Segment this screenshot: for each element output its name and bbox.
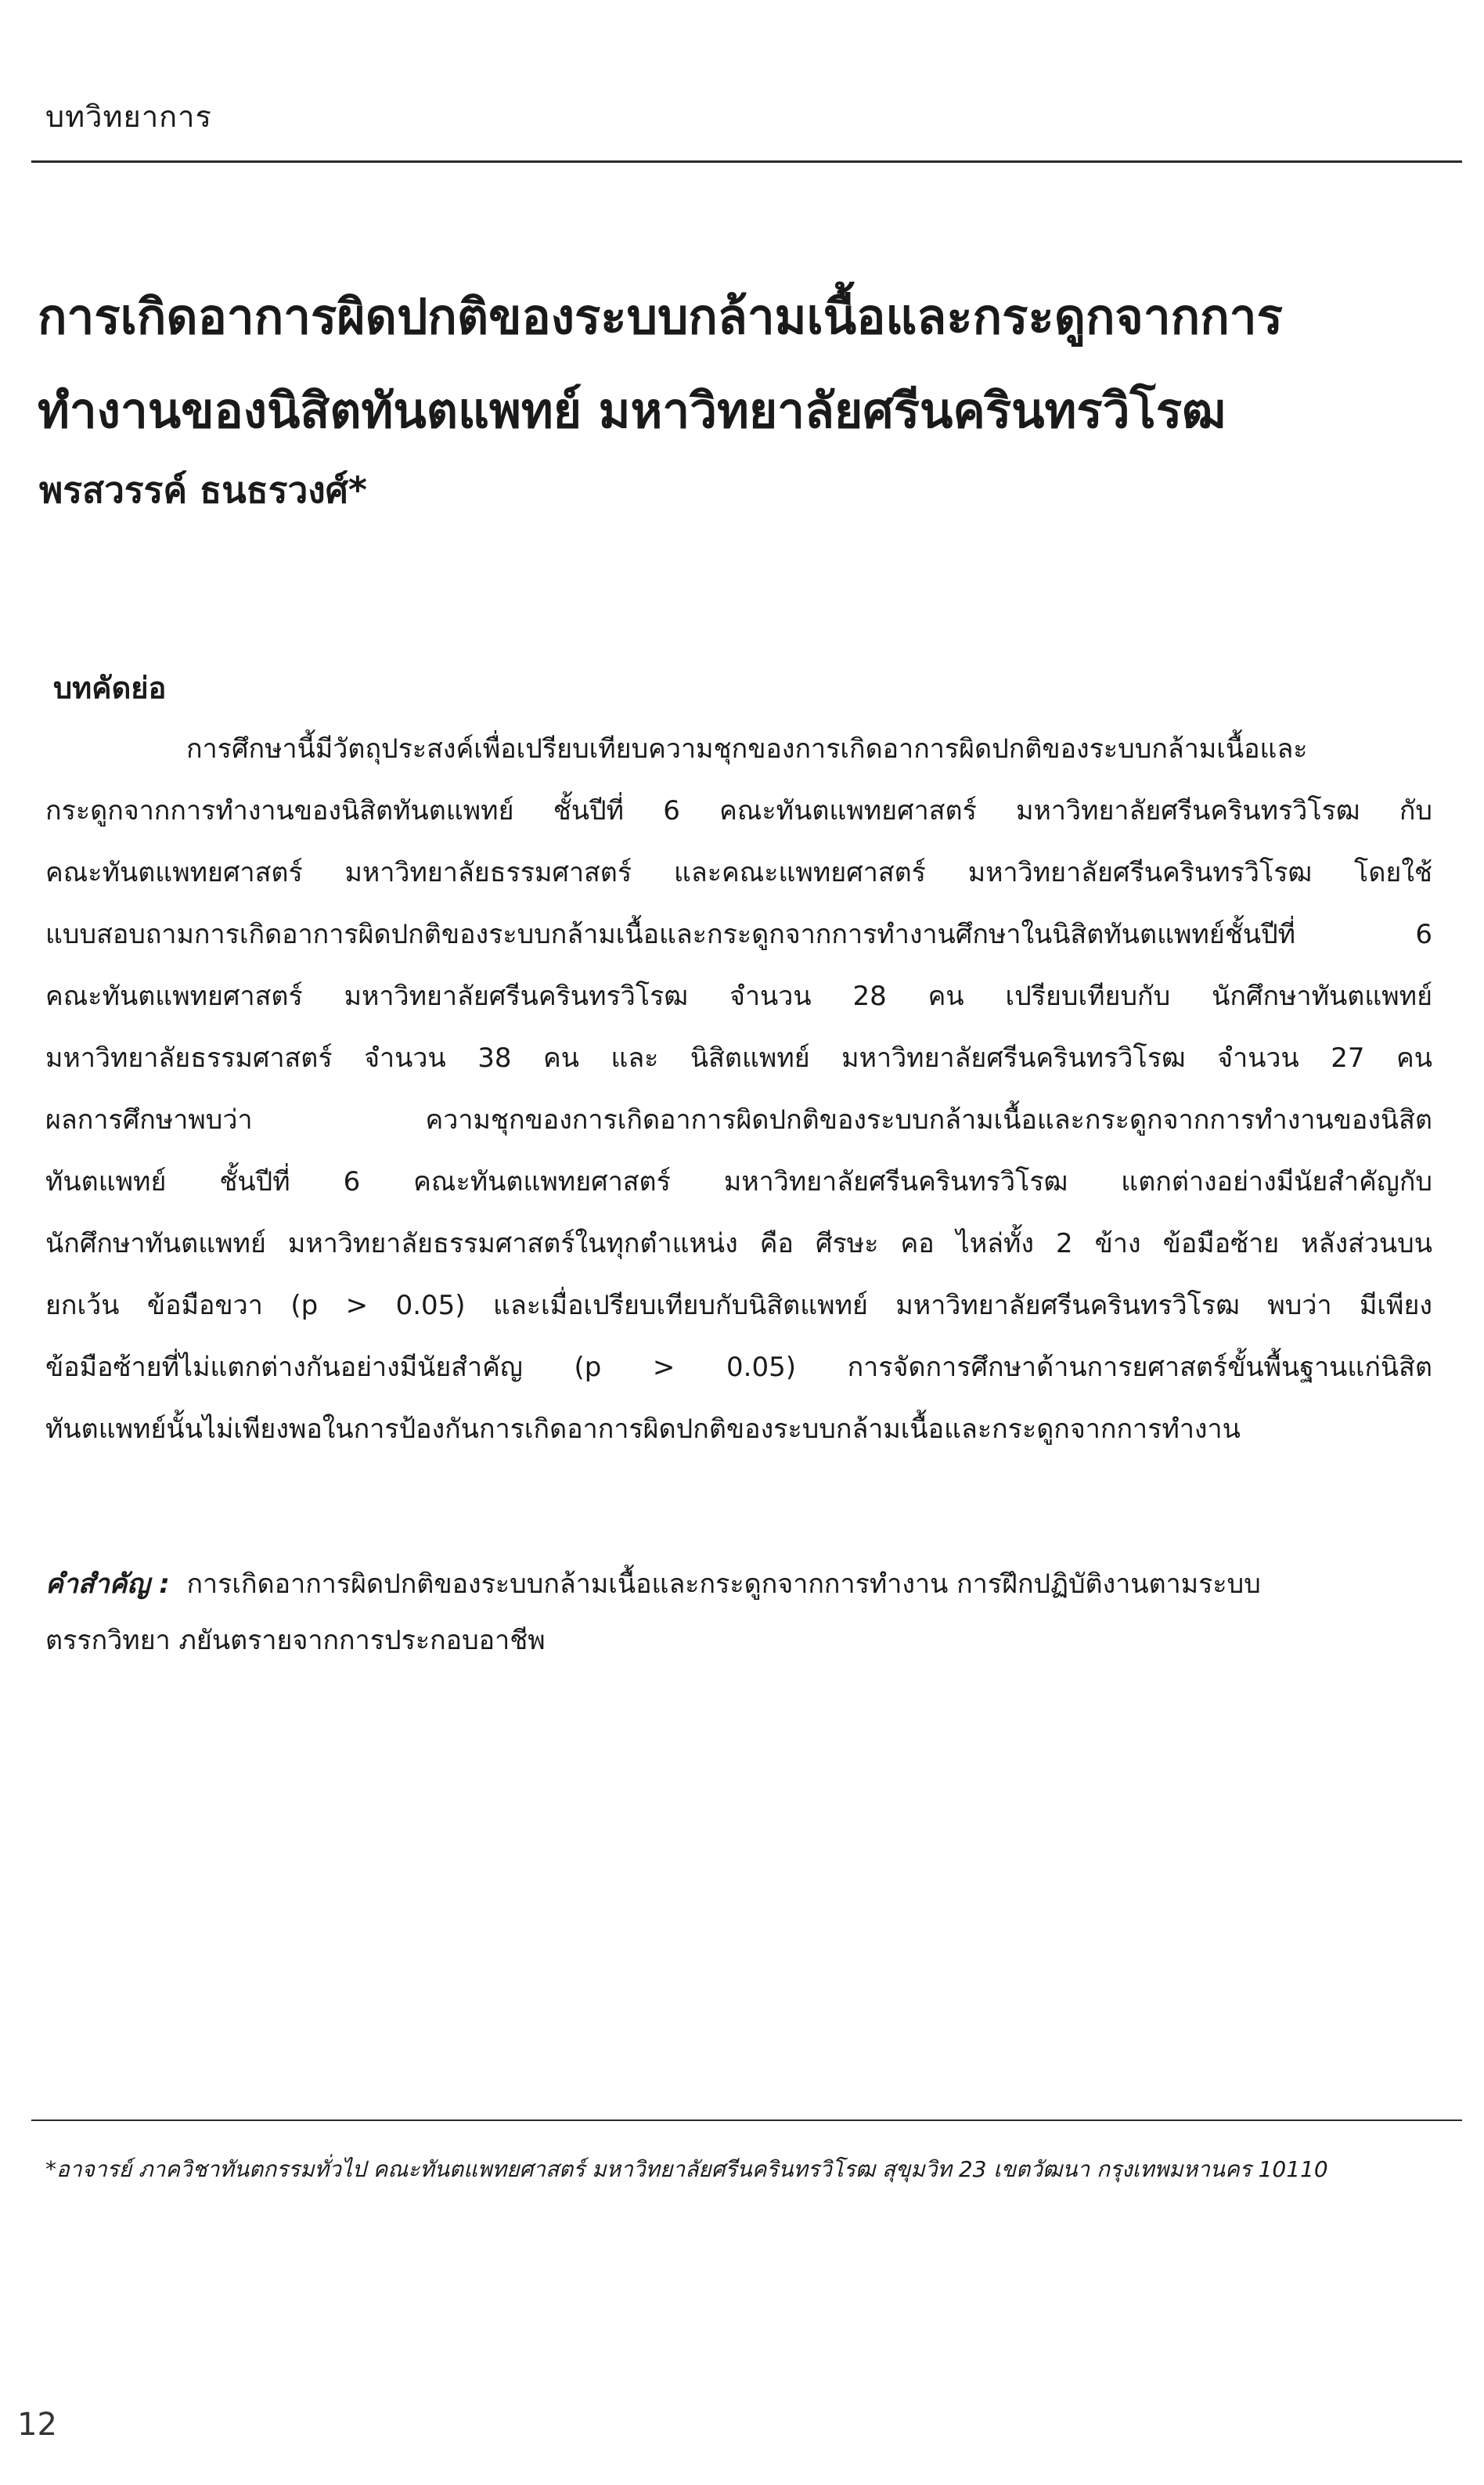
keywords-text: การเกิดอาการผิดปกติของระบบกล้ามเนื้อและกระดูกจากการทำงาน การฝึกปฏิบัติงานตามระบบ: [186, 1568, 1261, 1600]
author-name: พรสวรรค์ ธนธรวงศ์*: [39, 469, 367, 511]
abstract-line: มหาวิทยาลัยธรรมศาสตร์ จำนวน 38 คน และ นิสิตแพทย์ มหาวิทยาลัยศรีนครินทรวิโรฒ จำนวน 27 คน: [45, 1043, 1432, 1074]
keywords-line-2: ตรรกวิทยา ภยันตรายจากการประกอบอาชีพ: [45, 1625, 546, 1656]
abstract-line: แบบสอบถามการเกิดอาการผิดปกติของระบบกล้ามเนื้อและกระดูกจากการทำงานศึกษาในนิสิตทันตแพทย์ชั้นปีที่ 6: [45, 919, 1432, 950]
page-number: 12: [17, 2407, 57, 2443]
abstract-line: ทันตแพทย์นั้นไม่เพียงพอในการป้องกันการเกิดอาการผิดปกติของระบบกล้ามเนื้อและกระดูกจากการทำงาน: [45, 1414, 1241, 1445]
abstract-line: ผลการศึกษาพบว่า ความชุกของการเกิดอาการผิดปกติของระบบกล้ามเนื้อและกระดูกจากการทำงานของนิสิต: [45, 1104, 1432, 1136]
article-title-line-1: การเกิดอาการผิดปกติของระบบกล้ามเนื้อและกระดูกจากการ: [38, 288, 1283, 345]
abstract-line: คณะทันตแพทยศาสตร์ มหาวิทยาลัยธรรมศาสตร์ และคณะแพทยศาสตร์ มหาวิทยาลัยศรีนครินทรวิโรฒ โดยใช้: [45, 857, 1432, 888]
abstract-line: กระดูกจากการทำงานของนิสิตทันตแพทย์ ชั้นปีที่ 6 คณะทันตแพทยศาสตร์ มหาวิทยาลัยศรีนครินทรวิโรฒ กับ: [45, 795, 1432, 827]
abstract-line: ยกเว้น ข้อมือขวา (p > 0.05) และเมื่อเปรียบเทียบกับนิสิตแพทย์ มหาวิทยาลัยศรีนครินทรวิโรฒ พบว่า มีเพียง: [45, 1290, 1432, 1321]
abstract-line: นักศึกษาทันตแพทย์ มหาวิทยาลัยธรรมศาสตร์ในทุกตำแหน่ง คือ ศีรษะ คอ ไหล่ทั้ง 2 ข้าง ข้อมือซ้าย หลังส่วนบน: [45, 1228, 1432, 1259]
keywords-label: คำสำคัญ :: [45, 1568, 170, 1600]
abstract-line: ทันตแพทย์ ชั้นปีที่ 6 คณะทันตแพทยศาสตร์ มหาวิทยาลัยศรีนครินทรวิโรฒ แตกต่างอย่างมีนัยสำคัญกับ: [45, 1166, 1432, 1197]
section-label: บทวิทยาการ: [45, 99, 212, 134]
abstract-line: ข้อมือซ้ายที่ไม่แตกต่างกันอย่างมีนัยสำคัญ (p > 0.05) การจัดการศึกษาด้านการยศาสตร์ขั้นพื้นฐานแก่นิสิต: [45, 1352, 1432, 1383]
abstract-body: [45, 718, 1432, 1460]
keywords-line-1: [45, 1556, 1432, 1612]
keywords-block: [45, 1556, 1432, 1669]
author-affiliation-footnote: *อาจารย์ ภาควิชาทันตกรรมทั่วไป คณะทันตแพทยศาสตร์ มหาวิทยาลัยศรีนครินทรวิโรฒ สุขุมวิท 23 เขตวัฒนา กรุงเทพมหานคร 10110: [45, 2156, 1328, 2182]
article-title: [38, 270, 1446, 458]
abstract-line: คณะทันตแพทยศาสตร์ มหาวิทยาลัยศรีนครินทรวิโรฒ จำนวน 28 คน เปรียบเทียบกับ นักศึกษาทันตแพทย์: [45, 981, 1432, 1012]
header-rule: [31, 160, 1462, 163]
abstract-line: การศึกษานี้มีวัตถุประสงค์เพื่อเปรียบเทียบความชุกของการเกิดอาการผิดปกติของระบบกล้ามเนื้อและ: [186, 733, 1308, 765]
article-title-line-2: ทำงานของนิสิตทันตแพทย์ มหาวิทยาลัยศรีนครินทรวิโรฒ: [38, 382, 1226, 439]
footnote-rule: [31, 2119, 1462, 2121]
abstract-heading: บทคัดย่อ: [53, 671, 167, 705]
